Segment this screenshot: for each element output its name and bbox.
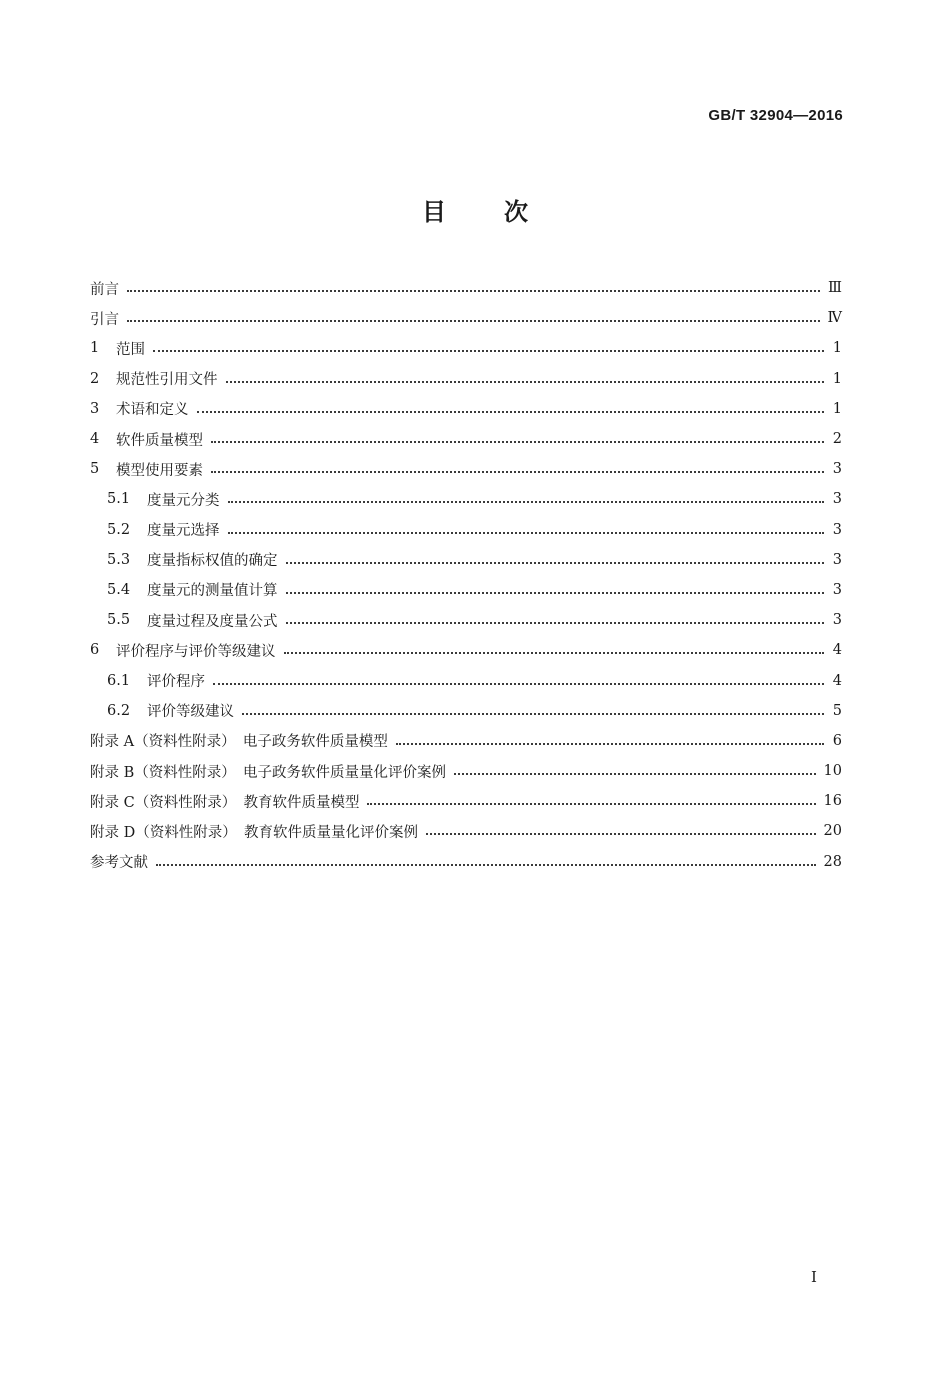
- toc-dot-leader: [213, 683, 824, 685]
- toc-entry[interactable]: [90, 847, 842, 877]
- toc-entry-number: 6.1: [107, 672, 131, 689]
- toc-entry[interactable]: [90, 816, 842, 846]
- toc-entry-page: 3: [832, 581, 842, 598]
- toc-entry-label: 度量指标权值的确定: [147, 553, 278, 570]
- toc-entry[interactable]: [90, 726, 842, 756]
- toc-entry-label: 术语和定义: [116, 402, 189, 419]
- toc-dot-leader: [396, 743, 824, 745]
- toc-entry-number: 6: [90, 642, 100, 659]
- toc-entry[interactable]: [90, 545, 842, 575]
- toc-dot-leader: [228, 532, 825, 534]
- toc-entry-number: 5.4: [107, 581, 131, 598]
- toc-entry-number: 5.5: [107, 612, 131, 629]
- toc-entry-label: 评价程序: [147, 674, 205, 691]
- toc-entry-page: 3: [832, 551, 842, 568]
- table-of-contents: [90, 273, 842, 877]
- toc-entry-page: 4: [832, 672, 842, 689]
- toc-entry-label: 附录 D（资料性附录） 教育软件质量量化评价案例: [90, 824, 418, 841]
- toc-entry-number: 2: [90, 370, 100, 387]
- toc-entry-label: 软件质量模型: [116, 432, 203, 449]
- toc-entry-label: 附录 C（资料性附录） 教育软件质量模型: [90, 794, 360, 811]
- toc-entry-number: 4: [90, 431, 100, 448]
- toc-entry[interactable]: [90, 303, 842, 333]
- toc-entry-page: 4: [832, 642, 842, 659]
- toc-entry-label: 度量过程及度量公式: [147, 613, 278, 630]
- toc-entry[interactable]: [90, 786, 842, 816]
- toc-dot-leader: [454, 773, 816, 775]
- toc-entry-page: 3: [832, 491, 842, 508]
- toc-entry-page: 28: [823, 853, 842, 870]
- toc-entry-label: 参考文献: [90, 855, 148, 872]
- toc-entry-label: 范围: [116, 341, 145, 358]
- toc-dot-leader: [286, 622, 825, 624]
- standard-code: GB/T 32904—2016: [708, 107, 843, 124]
- toc-entry[interactable]: [90, 696, 842, 726]
- toc-entry[interactable]: [90, 424, 842, 454]
- toc-entry[interactable]: [90, 756, 842, 786]
- toc-entry-label: 度量元分类: [147, 492, 220, 509]
- toc-entry-page: Ⅲ: [828, 280, 842, 297]
- toc-entry-number: 3: [90, 400, 100, 417]
- toc-entry-label: 评价程序与评价等级建议: [116, 643, 276, 660]
- toc-entry[interactable]: [90, 635, 842, 665]
- toc-entry[interactable]: [90, 454, 842, 484]
- toc-dot-leader: [228, 501, 825, 503]
- toc-dot-leader: [153, 350, 824, 352]
- toc-entry-label: 模型使用要素: [116, 462, 203, 479]
- toc-entry-page: 16: [823, 793, 842, 810]
- toc-entry-label: 引言: [90, 311, 119, 328]
- toc-entry-page: 6: [832, 732, 842, 749]
- toc-entry[interactable]: [90, 394, 842, 424]
- toc-dot-leader: [127, 320, 820, 322]
- toc-entry-page: Ⅳ: [827, 310, 842, 327]
- toc-entry-number: 6.2: [107, 702, 131, 719]
- toc-entry-page: 1: [832, 340, 842, 357]
- toc-entry-label: 附录 A（资料性附录） 电子政务软件质量模型: [90, 734, 388, 751]
- toc-entry-page: 10: [823, 763, 842, 780]
- toc-entry-label: 评价等级建议: [147, 704, 234, 721]
- toc-dot-leader: [211, 441, 824, 443]
- toc-entry-page: 1: [832, 400, 842, 417]
- toc-entry[interactable]: [90, 605, 842, 635]
- page-number: I: [811, 1268, 817, 1286]
- toc-dot-leader: [127, 290, 820, 292]
- toc-entry-page: 1: [832, 370, 842, 387]
- toc-entry[interactable]: [90, 273, 842, 303]
- toc-dot-leader: [426, 833, 816, 835]
- toc-entry-label: 附录 B（资料性附录） 电子政务软件质量量化评价案例: [90, 764, 447, 781]
- toc-entry[interactable]: [90, 515, 842, 545]
- toc-entry-label: 规范性引用文件: [116, 372, 218, 389]
- toc-entry[interactable]: [90, 333, 842, 363]
- toc-entry-label: 度量元选择: [147, 523, 220, 540]
- toc-entry-page: 5: [832, 702, 842, 719]
- toc-entry-number: 1: [90, 340, 100, 357]
- toc-dot-leader: [286, 562, 825, 564]
- toc-entry[interactable]: [90, 364, 842, 394]
- toc-dot-leader: [367, 803, 815, 805]
- toc-entry[interactable]: [90, 665, 842, 695]
- toc-entry-page: 3: [832, 612, 842, 629]
- toc-entry[interactable]: [90, 575, 842, 605]
- toc-entry-number: 5: [90, 461, 100, 478]
- toc-entry-page: 3: [832, 461, 842, 478]
- toc-entry-label: 前言: [90, 281, 119, 298]
- toc-entry[interactable]: [90, 484, 842, 514]
- toc-dot-leader: [284, 652, 825, 654]
- toc-entry-number: 5.3: [107, 551, 131, 568]
- toc-entry-number: 5.2: [107, 521, 131, 538]
- toc-dot-leader: [156, 864, 816, 866]
- page-title: 目次: [422, 198, 586, 226]
- toc-dot-leader: [286, 592, 825, 594]
- toc-dot-leader: [226, 381, 825, 383]
- toc-entry-page: 3: [832, 521, 842, 538]
- toc-entry-page: 2: [832, 431, 842, 448]
- toc-dot-leader: [242, 713, 824, 715]
- toc-entry-label: 度量元的测量值计算: [147, 583, 278, 600]
- toc-entry-number: 5.1: [107, 491, 131, 508]
- toc-entry-page: 20: [823, 823, 842, 840]
- toc-dot-leader: [197, 411, 825, 413]
- toc-dot-leader: [211, 471, 824, 473]
